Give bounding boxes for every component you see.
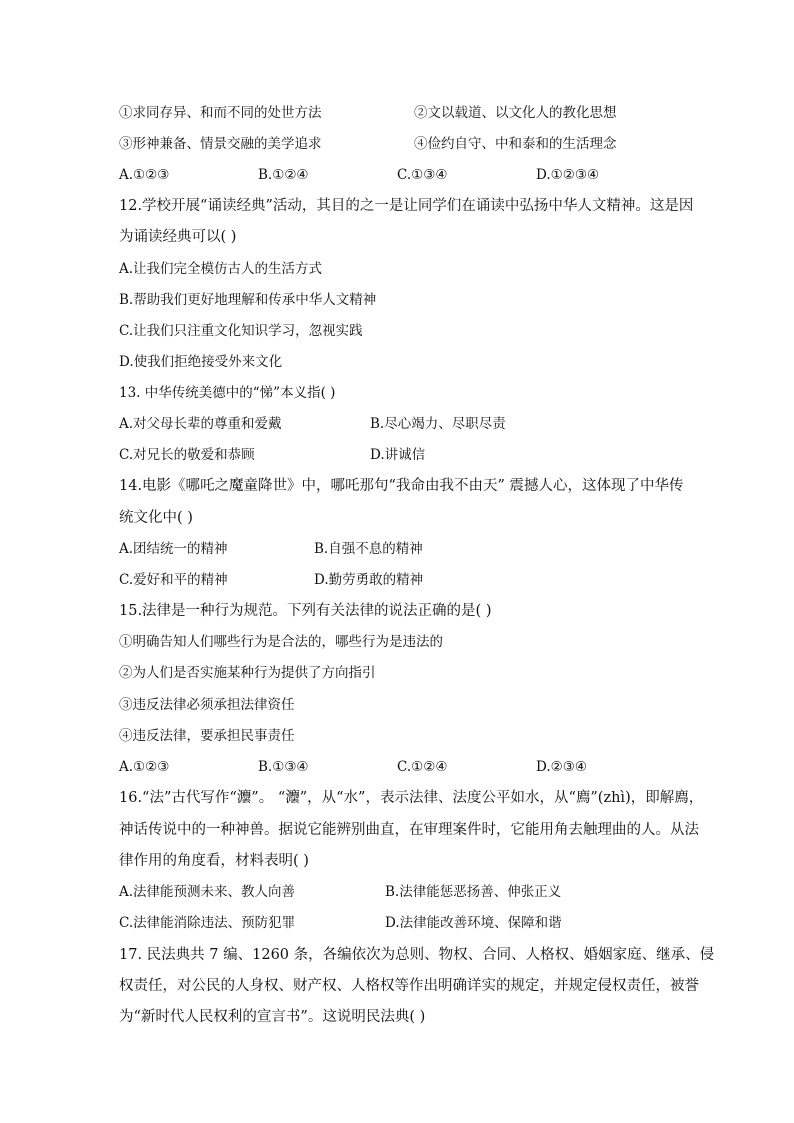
- q17-stem-line-1: 17. 民法典共 7 编、1260 条，各编依次为总则、物权、合同、人格权、婚姻家庭、继承、侵: [119, 947, 715, 963]
- prev-item-4: ④俭约自守、中和泰和的生活理念: [414, 136, 617, 152]
- q17-stem-line-2: 权责任，对公民的人身权、财产权、人格权等作出明确详实的规定，并规定侵权责任，被誉: [119, 978, 699, 994]
- q14-option-d: D.勤劳勇敢的精神: [314, 572, 424, 588]
- prev-choice-a: A.①②③: [119, 167, 170, 183]
- q14-option-b: B.自强不息的精神: [314, 541, 423, 557]
- q16-option-d: D.法律能改善环境、保障和谐: [385, 915, 562, 931]
- q15-choice-d: D.②③④: [536, 759, 587, 775]
- q15-item-2: ②为人们是否实施某种行为提供了方向指引: [119, 665, 376, 681]
- q12-option-b: B.帮助我们更好地理解和传承中华人文精神: [119, 292, 377, 308]
- q15-choice-c: C.①②④: [397, 759, 448, 775]
- prev-item-2: ②文以载道、以文化人的教化思想: [414, 105, 617, 121]
- q16-option-c: C.法律能消除违法、预防犯罪: [119, 915, 296, 931]
- q16-option-b: B.法律能惩恶扬善、伸张正义: [385, 884, 562, 900]
- q12-option-d: D.使我们拒绝接受外来文化: [119, 354, 283, 370]
- q12-stem-line-1: 12.学校开展“诵读经典”活动，其目的之一是让同学们在诵读中弘扬中华人文精神。这是因: [119, 198, 694, 214]
- prev-item-1: ①求同存异、和而不同的处世方法: [119, 105, 322, 121]
- q13-stem: 13. 中华传统美德中的“悌”本义指( ): [119, 385, 336, 401]
- q16-stem-line-2: 神话传说中的一种神兽。据说它能辨别曲直，在审理案件时，它能用角去触理曲的人。从法: [119, 822, 699, 838]
- q17-stem-line-3: 为“新时代人民权利的宣言书”。这说明民法典( ): [119, 1009, 426, 1025]
- q14-option-a: A.团结统一的精神: [119, 541, 228, 557]
- q13-option-a: A.对父母长辈的尊重和爱戴: [119, 416, 282, 432]
- q14-stem-line-2: 统文化中( ): [119, 510, 193, 526]
- q15-item-3: ③违反法律必须承担法律资任: [119, 697, 295, 713]
- q15-item-4: ④违反法律，要承担民事责任: [119, 728, 295, 744]
- q13-option-c: C.对兄长的敬爱和恭顾: [119, 447, 255, 463]
- q14-stem-line-1: 14.电影《哪吒之魔童降世》中，哪吒那句“我命由我不由天” 震撼人心，这体现了中华传: [119, 478, 684, 494]
- prev-item-3: ③形神兼备、情景交融的美学追求: [119, 136, 322, 152]
- prev-choice-c: C.①③④: [397, 167, 448, 183]
- q16-stem-line-3: 律作用的角度看，材料表明( ): [119, 853, 309, 869]
- prev-choice-d: D.①②③④: [536, 167, 600, 183]
- q16-option-a: A.法律能预测未来、教人向善: [119, 884, 296, 900]
- q13-option-b: B.尽心竭力、尽职尽责: [370, 416, 506, 432]
- q14-option-c: C.爱好和平的精神: [119, 572, 228, 588]
- q12-stem-line-2: 为诵读经典可以( ): [119, 229, 237, 245]
- q13-option-d: D.讲诚信: [370, 447, 426, 463]
- q15-choice-a: A.①②③: [119, 759, 170, 775]
- q12-option-c: C.让我们只注重文化知识学习，忽视实践: [119, 323, 363, 339]
- q15-choice-b: B.①③④: [258, 759, 309, 775]
- q16-stem-line-1: 16.“法”古代写作“灋”。 “灋”，从“水”，表示法律、法度公平如水，从“廌”(zhì)，即解廌，: [119, 790, 704, 806]
- q15-item-1: ①明确告知人们哪些行为是合法的，哪些行为是违法的: [119, 634, 443, 650]
- q12-option-a: A.让我们完全模仿古人的生活方式: [119, 261, 323, 277]
- prev-choice-b: B.①②④: [258, 167, 309, 183]
- q15-stem: 15.法律是一种行为规范。下列有关法律的说法正确的是( ): [119, 603, 492, 619]
